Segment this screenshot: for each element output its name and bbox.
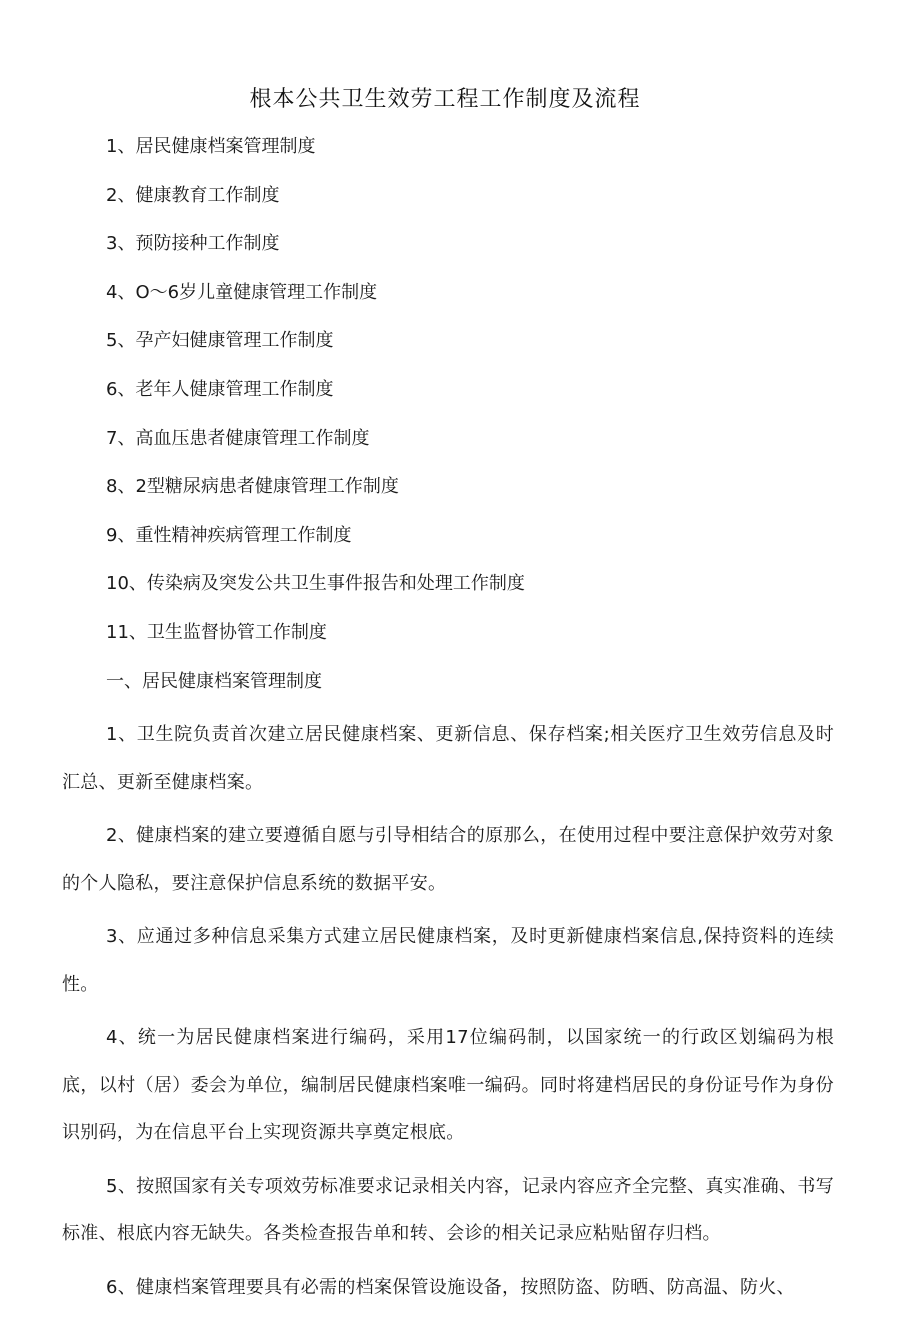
- toc-item: 6、老年人健康管理工作制度: [106, 378, 334, 400]
- paragraph: 2、健康档案的建立要遵循自愿与引导相结合的原那么，在使用过程中要注意保护效劳对象的个人隐私，要注意保护信息系统的数据平安。: [62, 825, 834, 894]
- toc-item: 5、孕产妇健康管理工作制度: [106, 330, 334, 352]
- toc-item: 11、卫生监督协管工作制度: [106, 621, 327, 643]
- toc-item: 1、居民健康档案管理制度: [106, 136, 316, 157]
- toc-item: 10、传染病及突发公共卫生事件报告和处理工作制度: [106, 573, 525, 595]
- paragraph: 1、卫生院负责首次建立居民健康档案、更新信息、保存档案;相关医疗卫生效劳信息及时汇总、更新至健康档案。: [62, 724, 834, 793]
- paragraph: 6、健康档案管理要具有必需的档案保管设施设备，按照防盗、防晒、防高温、防火、: [106, 1276, 795, 1298]
- paragraph: 5、按照国家有关专项效劳标准要求记录相关内容，记录内容应齐全完整、真实准确、书写标准、根底内容无缺失。各类检查报告单和转、会诊的相关记录应粘贴留存归档。: [62, 1175, 834, 1244]
- body-text: [62, 711, 834, 1317]
- toc-item: 3、预防接种工作制度: [106, 233, 280, 255]
- document-title: 根本公共卫生效劳工程工作制度及流程: [249, 87, 641, 112]
- toc-item: 7、高血压患者健康管理工作制度: [106, 427, 370, 449]
- toc-item: 2、健康教育工作制度: [106, 184, 280, 206]
- paragraph: 3、应通过多种信息采集方式建立居民健康档案，及时更新健康档案信息,保持资料的连续性。: [62, 926, 834, 995]
- toc-item: 9、重性精神疾病管理工作制度: [106, 524, 352, 546]
- toc-item: 4、O～6岁儿童健康管理工作制度: [106, 281, 378, 303]
- toc-list: [106, 133, 525, 668]
- toc-item: 8、2型糖尿病患者健康管理工作制度: [106, 476, 399, 498]
- section-heading: 一、居民健康档案管理制度: [106, 671, 322, 692]
- paragraph: 4、统一为居民健康档案进行编码，采用17位编码制，以国家统一的行政区划编码为根底，以村（居）委会为单位，编制居民健康档案唯一编码。同时将建档居民的身份证号作为身份识别码，为在信息平台上实现资源共享奠定根底。: [62, 1027, 834, 1143]
